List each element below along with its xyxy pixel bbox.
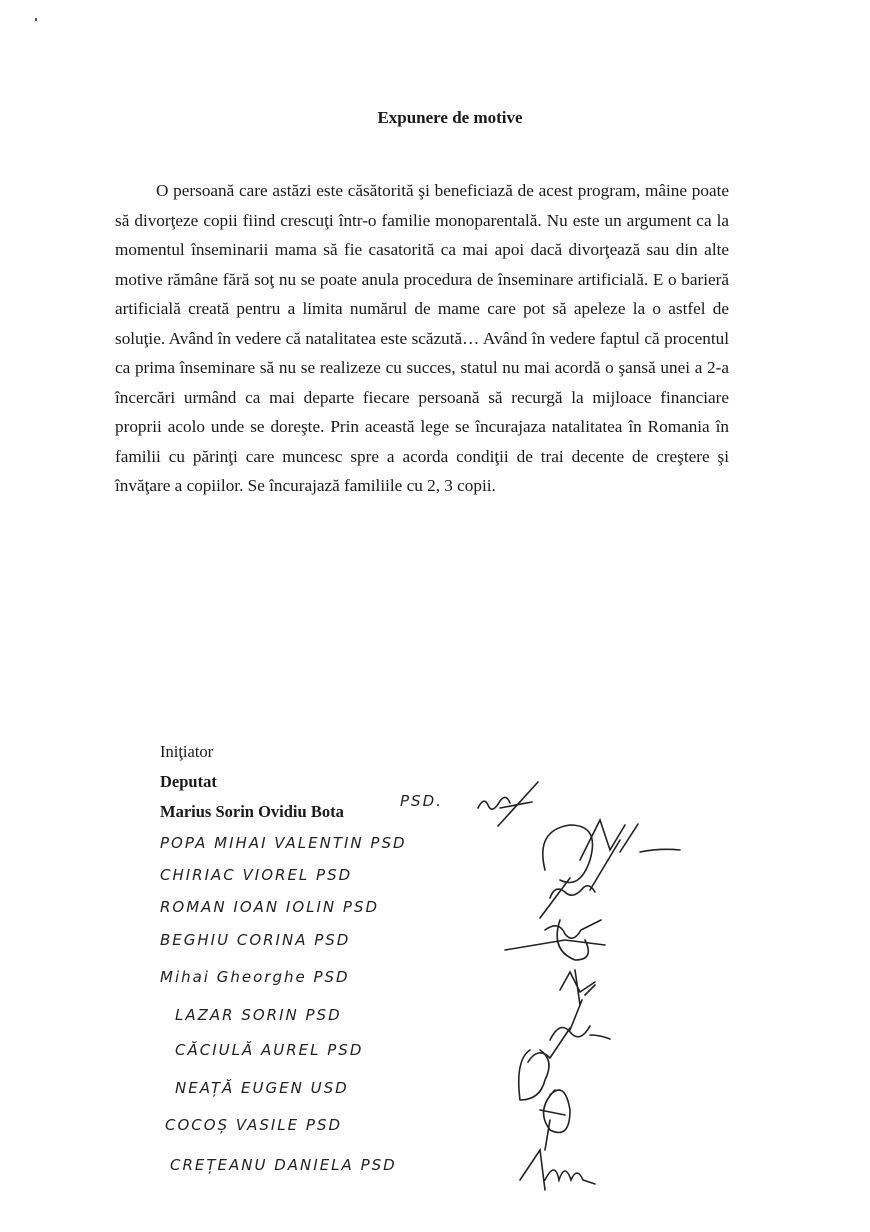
body-paragraph-container [115, 176, 729, 501]
handwritten-name: COCOȘ VASILE PSD [165, 1116, 343, 1134]
initiator-label: Iniţiator [160, 742, 214, 761]
signature-block [160, 737, 344, 827]
handwritten-name: BEGHIU CORINA PSD [160, 931, 351, 949]
handwritten-name: CĂCIULĂ AUREL PSD [175, 1041, 364, 1059]
handwritten-name: PSD. [400, 792, 443, 810]
handwritten-name: LAZAR SORIN PSD [175, 1006, 342, 1024]
handwritten-name: CREȚEANU DANIELA PSD [170, 1156, 397, 1174]
body-paragraph: O persoană care astăzi este căsătorită şi beneficiază de acest program, mâine poate să divorţeze copii fiind crescuţi într-o familie monoparentală. Nu este un argument ca la momentul înseminarii mama să fie casatorită ca mai apoi dacă divorţează sau din alte motive rămâne fără soţ nu se poate anula procedura de înseminare artificială. E o barieră artificială creată pentru a limita numărul de mame care pot să apeleze la o astfel de soluţie. Având în vedere că natalitatea este scăzută… Având în vedere faptul că procentul ca prima înseminare să nu se realizeze cu succes, statul nu mai acordă o şansă unei a 2-a încercări urmând ca mai departe fiecare persoană să recurgă la mijloace financiare proprii acolo unde se doreşte. Prin această lege se încurajaza natalitatea în Romania în familii cu părinţi care muncesc spre a acorda condiţii de trai decente de creştere şi învăţare a copiilor. Se încurajază familiile cu 2, 3 copii. [115, 181, 729, 495]
handwritten-name: Mihai Gheorghe PSD [160, 968, 350, 986]
document-title: Expunere de motive [377, 108, 523, 127]
handwritten-name: ROMAN IOAN IOLIN PSD [160, 898, 380, 916]
handwritten-name: CHIRIAC VIOREL PSD [160, 866, 353, 884]
position-label: Deputat [160, 772, 217, 791]
scan-artifact [35, 18, 37, 21]
initiator-name: Marius Sorin Ovidiu Bota [160, 802, 344, 821]
handwritten-name: POPA MIHAI VALENTIN PSD [160, 834, 407, 852]
handwritten-name: NEAȚĂ EUGEN USD [175, 1079, 349, 1097]
